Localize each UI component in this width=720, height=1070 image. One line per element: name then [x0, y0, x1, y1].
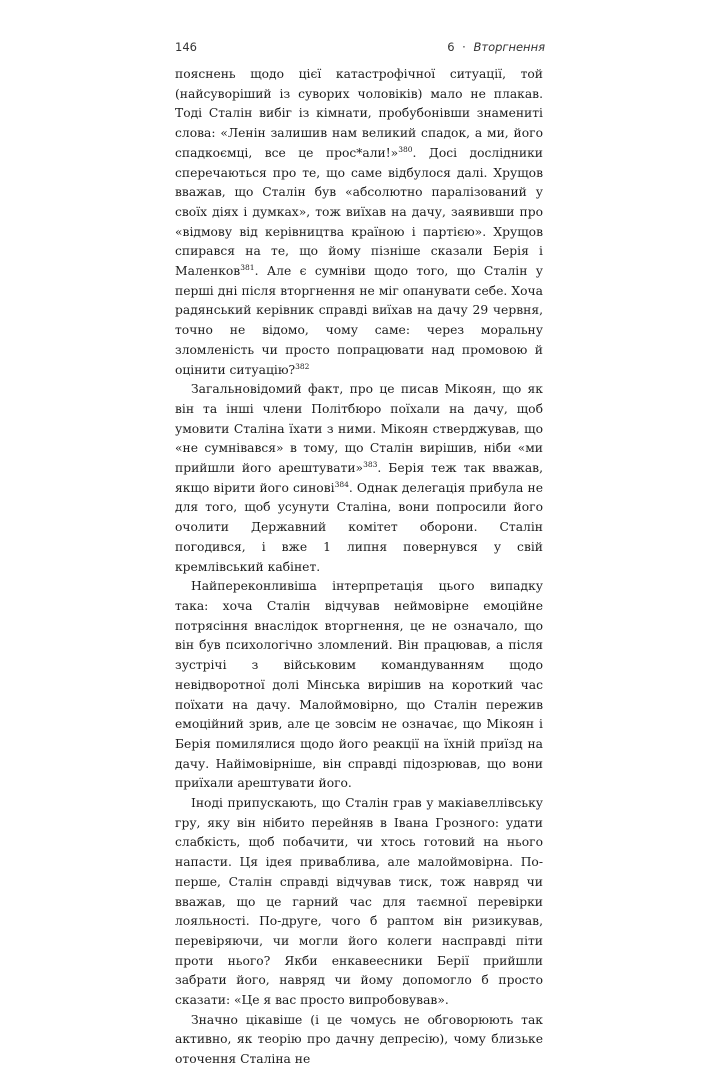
- footnote-ref: 380: [398, 144, 413, 154]
- chapter-number: 6: [447, 40, 455, 54]
- text-run: . Але є сумніви щодо того, що Сталін у перші дні після вторгнення не міг опанувати себе. Хоча радянський керівник справді виїхав на дачу 29 червня, точно не відомо, чому саме: через моральну зломленість чи просто попрацювати над промовою й оцінити ситуацію?: [175, 264, 543, 377]
- text-run: . Берія теж так вважав, якщо вірити його синові: [175, 461, 543, 495]
- paragraph: [175, 380, 543, 577]
- running-header: [175, 40, 545, 54]
- paragraph: [175, 577, 543, 794]
- footnote-ref: 384: [334, 479, 349, 489]
- text-run: Найпереконливіша інтерпретація цього випадку така: хоча Сталін відчував неймовірне емоційне потрясіння внаслідок вторгнення, це не означало, що він був психологічно зломлений. Він працював, а після зустрічі з військовим командуванням щодо невідворотної долі Мінська вирішив на короткий час поїхати на дачу. Малоймовірно, що Сталін пережив емоційний зрив, але це зовсім не означає, що Мікоян і Берія помилялися щодо його реакції на їхній приїзд на дачу. Найімовірніше, він справді підозрював, що вони приїхали арештувати його.: [175, 579, 543, 791]
- text-run: Загальновідомий факт, про це писав Мікоян, що як він та інші члени Політбюро поїхали на дачу, щоб умовити Сталіна їхати з ними. Мікоян стверджував, що «не сумнівався» в тому, що Сталін вирішив, ніби «ми прийшли його арештувати»: [175, 382, 543, 476]
- text-run: Значно цікавіше (і це чомусь не обговорюють так активно, як теорію про дачну депресію), чому близьке оточення Сталіна не: [175, 1012, 543, 1067]
- chapter-title: Вторгнення: [473, 40, 545, 54]
- paragraph: [175, 65, 543, 380]
- paragraph: [175, 794, 543, 1011]
- footnote-ref: 381: [240, 263, 255, 273]
- text-run: . Досі дослідники сперечаються про те, що саме відбулося далі. Хрущов вважав, що Сталін був «абсолютно паралізований у своїх діях і думках», тож виїхав на дачу, заявивши про «відмову від керівництва країною і партією». Хрущов спирався на те, що йому пізніше сказали Берія і Маленков: [175, 145, 543, 279]
- chapter-separator: ·: [462, 40, 466, 54]
- footnote-ref: 383: [363, 460, 378, 470]
- text-run: пояснень щодо цієї катастрофічної ситуації, той (найсуворіший із суворих чоловіків) мало не плакав. Тоді Сталін вибіг із кімнати, пробубонівши знамениті слова: «Ленін залишив нам великий спадок, а ми, його спадкоємці, все це прос*али!»: [175, 67, 543, 160]
- footnote-ref: 382: [295, 361, 310, 371]
- paragraph: [175, 1011, 543, 1070]
- text-run: Іноді припускають, що Сталін грав у макіавеллівську гру, яку він нібито перейняв в Івана Грозного: удати слабкість, щоб побачити, чи хтось готовий на нього напасти. Ця ідея приваблива, але малоймовірна. По-перше, Сталін справді відчував тиск, тож навряд чи вважав, що це гарний час для таємної перевірки лояльності. По-друге, чого б раптом він ризикував, перевіряючи, чи могли його колеги насправді піти проти нього? Якби енкавеесники Берії прийшли забрати його, навряд чи йому допомогло б просто сказати: «Це я вас просто випробовував».: [175, 796, 543, 1008]
- text-run: . Однак делегація прибула не для того, щоб усунути Сталіна, вони попросили його очолити Державний комітет оборони. Сталін погодився, і вже 1 липня повернувся у свій кремлівський кабінет.: [175, 480, 543, 574]
- chapter-heading: [447, 40, 545, 54]
- page-number: 146: [175, 40, 197, 54]
- body-text: [175, 65, 543, 1070]
